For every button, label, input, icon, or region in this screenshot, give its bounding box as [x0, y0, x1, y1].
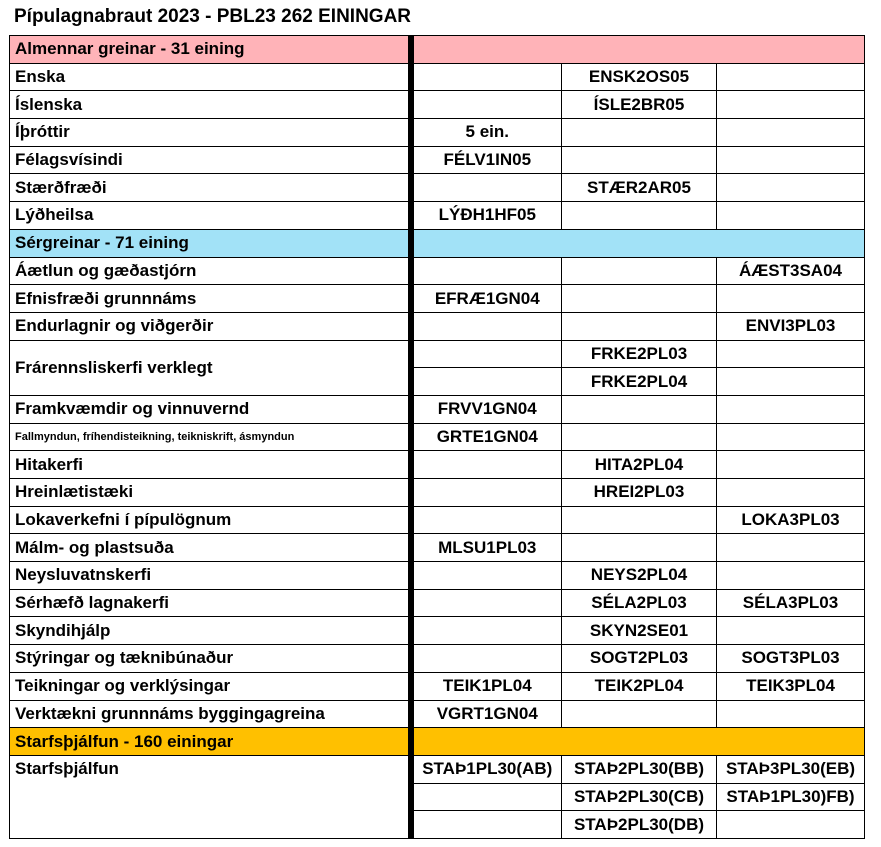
- subject-name: Stærðfræði: [10, 174, 411, 202]
- course-row: [10, 672, 865, 700]
- course-code-level-2: NEYS2PL04: [562, 562, 717, 590]
- course-row: [10, 91, 865, 119]
- course-code-level-1: STAÞ1PL30(AB): [411, 755, 562, 783]
- course-code-level-1: 5 ein.: [411, 119, 562, 147]
- section-header-special: [10, 229, 865, 257]
- subject-name: Skyndihjálp: [10, 617, 411, 645]
- course-code-level-2: [562, 395, 717, 423]
- subject-name: Fallmyndun, fríhendisteikning, teikniskrift, ásmyndun: [10, 423, 411, 451]
- course-code-level-1: [411, 589, 562, 617]
- subject-name: Íþróttir: [10, 119, 411, 147]
- course-code-level-3: [717, 174, 865, 202]
- course-row: [10, 146, 865, 174]
- subject-name: Hreinlætistæki: [10, 479, 411, 507]
- course-code-level-3: ENVI3PL03: [717, 312, 865, 340]
- curriculum-table: [9, 35, 865, 839]
- course-code-level-2: [562, 423, 717, 451]
- course-row: [10, 257, 865, 285]
- course-code-level-3: [717, 285, 865, 313]
- course-code-level-1: FRVV1GN04: [411, 395, 562, 423]
- course-code-level-1: [411, 451, 562, 479]
- course-code-level-2: [562, 285, 717, 313]
- course-code-level-2: HREI2PL03: [562, 479, 717, 507]
- subject-name: Hitakerfi: [10, 451, 411, 479]
- course-code-level-1: [411, 645, 562, 673]
- course-row: [10, 645, 865, 673]
- course-code-level-1: [411, 562, 562, 590]
- subject-name: Lýðheilsa: [10, 202, 411, 230]
- section-header-work: [10, 728, 865, 756]
- course-row: [10, 562, 865, 590]
- course-code-level-3: ÁÆST3SA04: [717, 257, 865, 285]
- course-code-level-1: TEIK1PL04: [411, 672, 562, 700]
- subject-name: Stýringar og tæknibúnaður: [10, 645, 411, 673]
- course-code-level-3: STAÞ1PL30)FB): [717, 783, 865, 811]
- subject-name: Neysluvatnskerfi: [10, 562, 411, 590]
- course-row: [10, 312, 865, 340]
- course-code-level-2: SÉLA2PL03: [562, 589, 717, 617]
- subject-name: Endurlagnir og viðgerðir: [10, 312, 411, 340]
- course-row: [10, 506, 865, 534]
- subject-name: Starfsþjálfun: [10, 755, 411, 838]
- course-row: [10, 202, 865, 230]
- course-code-level-3: [717, 700, 865, 728]
- course-row: [10, 395, 865, 423]
- section-heading: Almennar greinar - 31 eining: [10, 36, 411, 64]
- course-code-level-2: [562, 534, 717, 562]
- course-code-level-3: [717, 340, 865, 368]
- course-code-level-2: STAÞ2PL30(BB): [562, 755, 717, 783]
- subject-name: Efnisfræði grunnnáms: [10, 285, 411, 313]
- course-code-level-3: [717, 479, 865, 507]
- course-row: [10, 451, 865, 479]
- course-row: [10, 479, 865, 507]
- course-row: [10, 617, 865, 645]
- course-code-level-2: [562, 202, 717, 230]
- course-code-level-1: LÝÐH1HF05: [411, 202, 562, 230]
- course-row: [10, 700, 865, 728]
- course-code-level-2: [562, 700, 717, 728]
- course-code-level-2: [562, 146, 717, 174]
- subject-name: Teikningar og verklýsingar: [10, 672, 411, 700]
- course-code-level-3: [717, 562, 865, 590]
- subject-name: Verktækni grunnnáms byggingagreina: [10, 700, 411, 728]
- course-code-level-1: [411, 506, 562, 534]
- subject-name: Framkvæmdir og vinnuvernd: [10, 395, 411, 423]
- course-code-level-2: ÍSLE2BR05: [562, 91, 717, 119]
- course-code-level-1: [411, 783, 562, 811]
- course-code-level-3: TEIK3PL04: [717, 672, 865, 700]
- course-code-level-3: [717, 423, 865, 451]
- course-code-level-1: [411, 617, 562, 645]
- course-code-level-2: STAÞ2PL30(CB): [562, 783, 717, 811]
- page-title: Pípulagnabraut 2023 - PBL23 262 EININGAR: [14, 6, 412, 27]
- course-code-level-1: [411, 257, 562, 285]
- course-code-level-3: LOKA3PL03: [717, 506, 865, 534]
- course-code-level-2: FRKE2PL04: [562, 368, 717, 396]
- course-code-level-3: [717, 534, 865, 562]
- course-code-level-1: GRTE1GN04: [411, 423, 562, 451]
- course-code-level-2: STAÞ2PL30(DB): [562, 811, 717, 839]
- course-code-level-3: [717, 368, 865, 396]
- section-heading: Starfsþjálfun - 160 einingar: [10, 728, 411, 756]
- course-code-level-3: [717, 119, 865, 147]
- course-code-level-1: MLSU1PL03: [411, 534, 562, 562]
- course-code-level-1: [411, 63, 562, 91]
- subject-name: Lokaverkefni í pípulögnum: [10, 506, 411, 534]
- course-code-level-3: SÉLA3PL03: [717, 589, 865, 617]
- course-code-level-2: [562, 257, 717, 285]
- course-row: [10, 755, 865, 783]
- course-code-level-3: [717, 395, 865, 423]
- course-code-level-1: FÉLV1IN05: [411, 146, 562, 174]
- subject-name: Enska: [10, 63, 411, 91]
- course-row: [10, 174, 865, 202]
- course-code-level-2: FRKE2PL03: [562, 340, 717, 368]
- course-code-level-3: [717, 91, 865, 119]
- subject-name: Sérhæfð lagnakerfi: [10, 589, 411, 617]
- subject-name: Áætlun og gæðastjórn: [10, 257, 411, 285]
- course-row: [10, 119, 865, 147]
- course-row: [10, 423, 865, 451]
- course-code-level-3: [717, 811, 865, 839]
- course-row: [10, 534, 865, 562]
- course-code-level-2: [562, 312, 717, 340]
- course-code-level-1: [411, 368, 562, 396]
- section-heading-fill: [411, 36, 865, 64]
- course-row: [10, 63, 865, 91]
- course-code-level-1: VGRT1GN04: [411, 700, 562, 728]
- course-code-level-3: [717, 617, 865, 645]
- course-code-level-2: SOGT2PL03: [562, 645, 717, 673]
- course-code-level-3: [717, 146, 865, 174]
- course-code-level-2: [562, 506, 717, 534]
- course-code-level-2: HITA2PL04: [562, 451, 717, 479]
- subject-name: Félagsvísindi: [10, 146, 411, 174]
- subject-name: Málm- og plastsuða: [10, 534, 411, 562]
- course-code-level-3: [717, 451, 865, 479]
- course-row: [10, 285, 865, 313]
- course-code-level-3: [717, 63, 865, 91]
- section-heading: Sérgreinar - 71 eining: [10, 229, 411, 257]
- course-code-level-1: [411, 174, 562, 202]
- course-code-level-1: [411, 479, 562, 507]
- section-heading-fill: [411, 728, 865, 756]
- course-code-level-3: SOGT3PL03: [717, 645, 865, 673]
- section-heading-fill: [411, 229, 865, 257]
- course-code-level-2: SKYN2SE01: [562, 617, 717, 645]
- course-code-level-2: TEIK2PL04: [562, 672, 717, 700]
- course-code-level-2: [562, 119, 717, 147]
- course-code-level-1: [411, 312, 562, 340]
- course-code-level-3: [717, 202, 865, 230]
- course-row: [10, 589, 865, 617]
- course-code-level-1: [411, 91, 562, 119]
- course-code-level-2: ENSK2OS05: [562, 63, 717, 91]
- course-code-level-1: [411, 340, 562, 368]
- course-code-level-2: STÆR2AR05: [562, 174, 717, 202]
- subject-name: Frárennsliskerfi verklegt: [10, 340, 411, 395]
- section-header-general: [10, 36, 865, 64]
- course-row: [10, 340, 865, 368]
- course-code-level-3: STAÞ3PL30(EB): [717, 755, 865, 783]
- course-code-level-1: [411, 811, 562, 839]
- course-code-level-1: EFRÆ1GN04: [411, 285, 562, 313]
- subject-name: Íslenska: [10, 91, 411, 119]
